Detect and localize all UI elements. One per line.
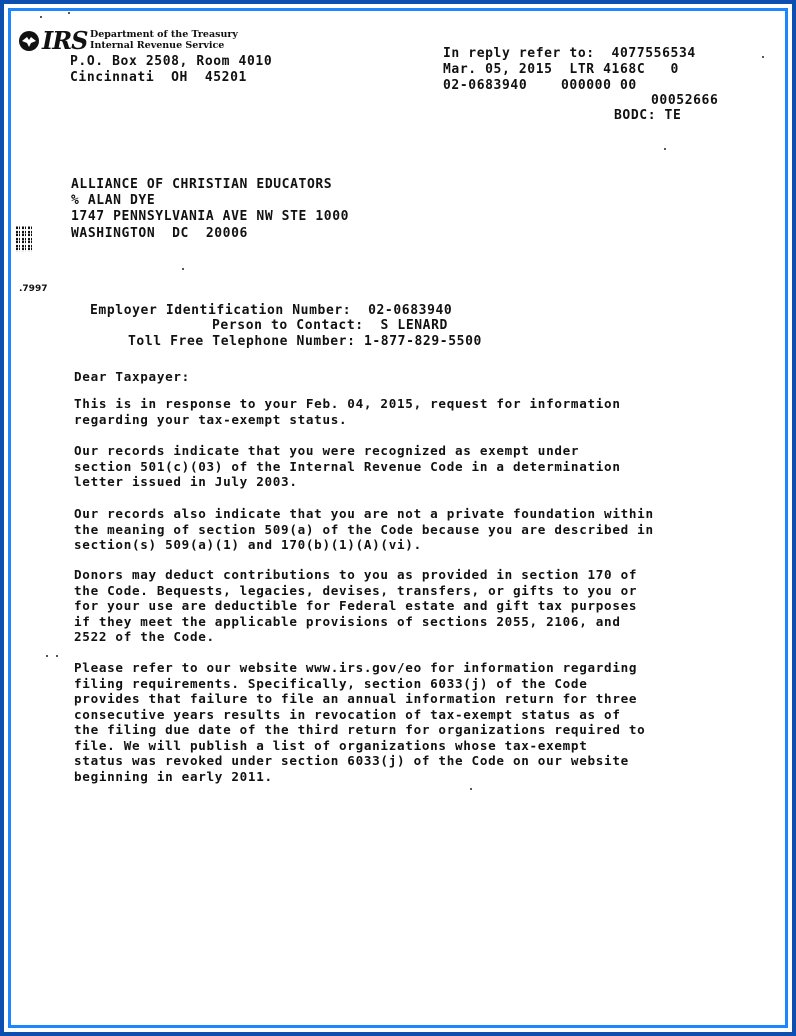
paragraph-2: Our records indicate that you were recognized as exempt under section 501(c)(03) of the Internal Revenue Code in a determination letter issued in July 2003. (74, 443, 621, 489)
paragraph-1: This is in response to your Feb. 04, 2015, request for information regarding your tax-exempt status. (74, 396, 621, 427)
return-address-line-1: P.O. Box 2508, Room 4010 (70, 54, 273, 69)
paragraph-5: Please refer to our website www.irs.gov/eo for information regarding filing requirements. Specifically, section 6033(j) of the Code provides that failure to file an annual information return for three consecutive years results in revocation of tax-exempt status as of the filing due date of the third return for organizations required to file. We will publish a list of organizations whose tax-exempt status was revoked under section 6033(j) of the Code on our website beginning in early 2011. (74, 660, 646, 784)
ein-row: Employer Identification Number: 02-0683940 (90, 303, 453, 318)
agency-line-2: Internal Revenue Service (90, 39, 225, 51)
reference-line-3: 02-0683940 000000 00 (443, 78, 637, 93)
reference-line-1: In reply refer to: 4077556534 (443, 46, 696, 61)
reference-line-2: Mar. 05, 2015 LTR 4168C 0 (443, 62, 679, 77)
recipient-line-2: % ALAN DYE (71, 193, 156, 208)
recipient-line-4: WASHINGTON DC 20006 (71, 226, 248, 241)
side-number: .7997 (19, 284, 48, 294)
scan-speck (664, 148, 666, 150)
scan-speck (762, 56, 764, 58)
barcode-icon (16, 226, 34, 252)
phone-row: Toll Free Telephone Number: 1-877-829-5500 (128, 334, 482, 349)
scan-speck (68, 12, 70, 14)
paragraph-3: Our records also indicate that you are not a private foundation within the meaning of section 509(a) of the Code because you are described in section(s) 509(a)(1) and 170(b)(1)(A)(vi). (74, 506, 654, 552)
recipient-line-3: 1747 PENNSYLVANIA AVE NW STE 1000 (71, 209, 350, 224)
agency-name (90, 30, 238, 51)
scan-speck (182, 268, 184, 270)
recipient-line-1: ALLIANCE OF CHRISTIAN EDUCATORS (71, 177, 333, 192)
agency-line-1: Department of the Treasury (90, 29, 238, 40)
reference-line-5: BODC: TE (614, 108, 682, 123)
logo-text: IRS (42, 26, 88, 55)
scan-speck (40, 16, 42, 18)
return-address-line-2: Cincinnati OH 45201 (70, 70, 247, 85)
paragraph-4: Donors may deduct contributions to you as provided in section 170 of the Code. Bequests, legacies, devises, transfers, or gifts to you or for your use are deductible for Federal estate and gift tax purposes if they meet the applicable provisions of sections 2055, 2106, and 2522 of the Code. (74, 567, 638, 644)
scan-speck (56, 655, 58, 657)
scan-speck (46, 655, 48, 657)
person-to-contact-row: Person to Contact: S LENARD (212, 318, 448, 333)
salutation: Dear Taxpayer: (74, 369, 190, 384)
eagle-seal-icon (18, 30, 40, 52)
scan-speck (470, 788, 472, 790)
reference-line-4: 00052666 (651, 93, 719, 108)
